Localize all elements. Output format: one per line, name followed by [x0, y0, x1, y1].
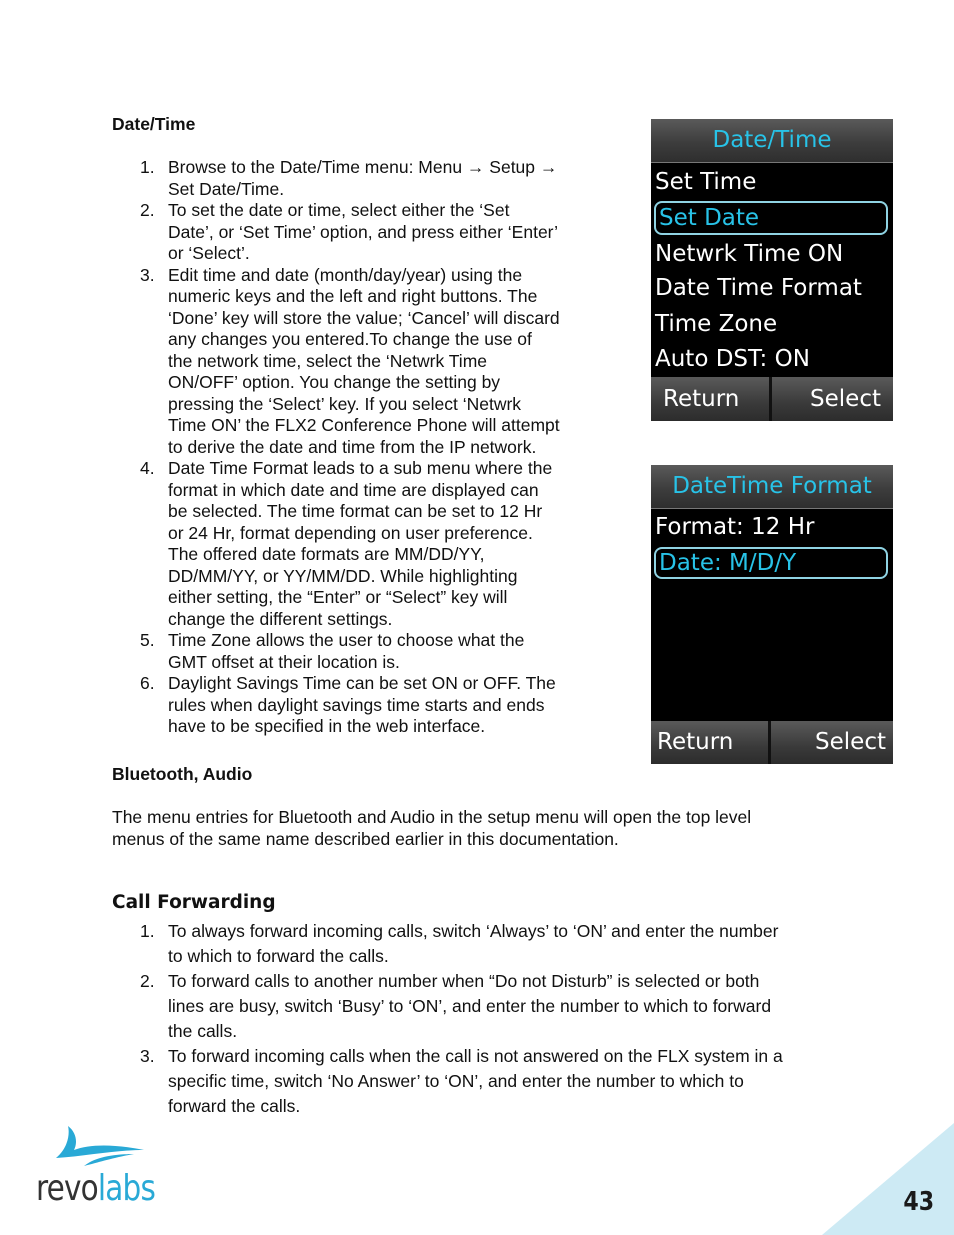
list-item: [112, 265, 612, 459]
list-item-line: To forward calls to another number when “Do not Disturb” is selected or both: [168, 971, 760, 991]
list-item: [112, 200, 612, 265]
menu-item-date-time-format[interactable]: Date Time Format: [655, 275, 862, 301]
list-item-number: 2.: [140, 200, 155, 220]
softkey-divider: [768, 721, 771, 764]
section-heading-call-forwarding: Call Forwarding: [112, 892, 276, 913]
list-item-line: the calls.: [168, 1021, 238, 1041]
paragraph-line: menus of the same name described earlier in this documentation.: [112, 828, 619, 849]
screen-title: DateTime Format: [651, 465, 893, 509]
list-item-line: Date Time Format leads to a sub menu where the: [168, 458, 553, 478]
list-item-number: 3.: [140, 1046, 155, 1066]
screen-title: Date/Time: [651, 119, 893, 163]
list-item-number: 1.: [140, 157, 155, 177]
list-item-line: to derive the date and time from the IP network.: [168, 436, 537, 457]
list-item-line: GMT offset at their location is.: [168, 651, 400, 672]
list-item-line: numeric keys and the left and right buttons. The: [168, 286, 538, 306]
list-item-line: Daylight Savings Time can be set ON or OFF. The: [168, 673, 556, 693]
list-item-line: or ‘Select’.: [168, 243, 250, 263]
list-item-line: or 24 Hr, format depending on user preference.: [168, 522, 533, 543]
list-item-line: either setting, the “Enter” or “Select” key will: [168, 587, 508, 607]
list-item-line: Edit time and date (month/day/year) using the: [168, 264, 523, 285]
list-item-number: 6.: [140, 673, 155, 693]
list-item: [112, 969, 872, 1044]
menu-item-set-date-selected[interactable]: Set Date: [654, 201, 888, 235]
revolabs-logo-wordmark: [36, 1168, 155, 1209]
section-heading-date-time: Date/Time: [112, 114, 196, 134]
revolabs-logo-icon: [54, 1124, 144, 1168]
softkey-return[interactable]: Return: [657, 729, 734, 755]
softkey-bar: [651, 721, 893, 764]
menu-item-set-time[interactable]: Set Time: [655, 169, 757, 195]
list-item-line: lines are busy, switch ‘Busy’ to ‘ON’, and enter the number to which to forward: [168, 996, 772, 1016]
softkey-bar: [651, 377, 893, 421]
list-item-line: ‘Done’ key will store the value; ‘Cancel’ will discard: [168, 307, 560, 328]
list-item-line: the network time, select the ‘Netwrk Time: [168, 350, 487, 371]
menu-item-date-selected[interactable]: Date: M/D/Y: [654, 547, 888, 579]
menu-item-time-zone[interactable]: Time Zone: [655, 311, 778, 337]
list-item-line: specific time, switch ‘No Answer’ to ‘ON’, and enter the number to which to: [168, 1071, 744, 1091]
list-item: [112, 919, 872, 969]
list-item-line: Set Date/Time.: [168, 178, 285, 199]
softkey-select[interactable]: Select: [815, 729, 886, 755]
list-item-line: To set the date or time, select either the ‘Set: [168, 200, 510, 220]
list-item-line: format in which date and time are displayed can: [168, 479, 539, 500]
list-item-line: To always forward incoming calls, switch ‘Always’ to ‘ON’ and enter the number: [168, 921, 779, 941]
list-item-line: any changes you entered.To change the use of: [168, 329, 532, 349]
list-item-line: Time ON’ the FLX2 Conference Phone will attempt: [168, 415, 560, 435]
page-number: 43: [903, 1187, 934, 1217]
section-heading-bluetooth-audio: Bluetooth, Audio: [112, 764, 253, 784]
paragraph-line: The menu entries for Bluetooth and Audio in the setup menu will open the top level: [112, 807, 752, 827]
list-item-line: To forward incoming calls when the call is not answered on the FLX system in a: [168, 1046, 783, 1066]
list-item-number: 2.: [140, 971, 155, 991]
list-item-line: The offered date formats are MM/DD/YY,: [168, 544, 485, 564]
page-corner-decoration: [822, 1123, 954, 1235]
menu-item-auto-dst[interactable]: Auto DST: ON: [655, 346, 810, 372]
list-item-line: DD/MM/YY, or YY/MM/DD. While highlighting: [168, 565, 518, 586]
logo-text-labs: labs: [97, 1168, 156, 1209]
menu-item-network-time[interactable]: Netwrk Time ON: [655, 241, 844, 267]
list-item-number: 3.: [140, 264, 155, 285]
call-forwarding-steps-list: [112, 919, 872, 1119]
list-item-line: Browse to the Date/Time menu: Menu → Setup →: [168, 157, 558, 177]
softkey-select[interactable]: Select: [810, 386, 881, 412]
list-item-line: Date’, or ‘Set Time’ option, and press either ‘Enter’: [168, 221, 559, 242]
list-item-line: Time Zone allows the user to choose what the: [168, 630, 525, 650]
list-item-line: change the different settings.: [168, 608, 393, 629]
list-item-line: rules when daylight savings time starts and ends: [168, 694, 545, 715]
list-item-number: 4.: [140, 458, 155, 478]
list-item: [112, 157, 612, 200]
phone-screen-date-time: [651, 119, 893, 421]
list-item-line: pressing the ‘Select’ key. If you select ‘Netwrk: [168, 393, 522, 414]
list-item-line: forward the calls.: [168, 1096, 301, 1116]
bluetooth-audio-paragraph: [112, 807, 872, 850]
date-time-steps-list: [112, 157, 612, 738]
list-item: [112, 458, 612, 630]
phone-screen-datetime-format: [651, 465, 893, 764]
list-item-line: ON/OFF’ option. You change the setting by: [168, 372, 501, 392]
list-item: [112, 630, 612, 673]
list-item-line: to which to forward the calls.: [168, 946, 389, 966]
softkey-divider: [769, 377, 772, 421]
menu-item-format[interactable]: Format: 12 Hr: [655, 514, 815, 540]
list-item: [112, 1044, 872, 1119]
softkey-return[interactable]: Return: [663, 386, 740, 412]
list-item-number: 1.: [140, 921, 155, 941]
list-item-line: be selected. The time format can be set to 12 Hr: [168, 501, 543, 521]
list-item-number: 5.: [140, 630, 155, 650]
list-item: [112, 673, 612, 738]
logo-text-revo: revo: [36, 1168, 98, 1209]
list-item-line: have to be specified in the web interface.: [168, 716, 486, 736]
